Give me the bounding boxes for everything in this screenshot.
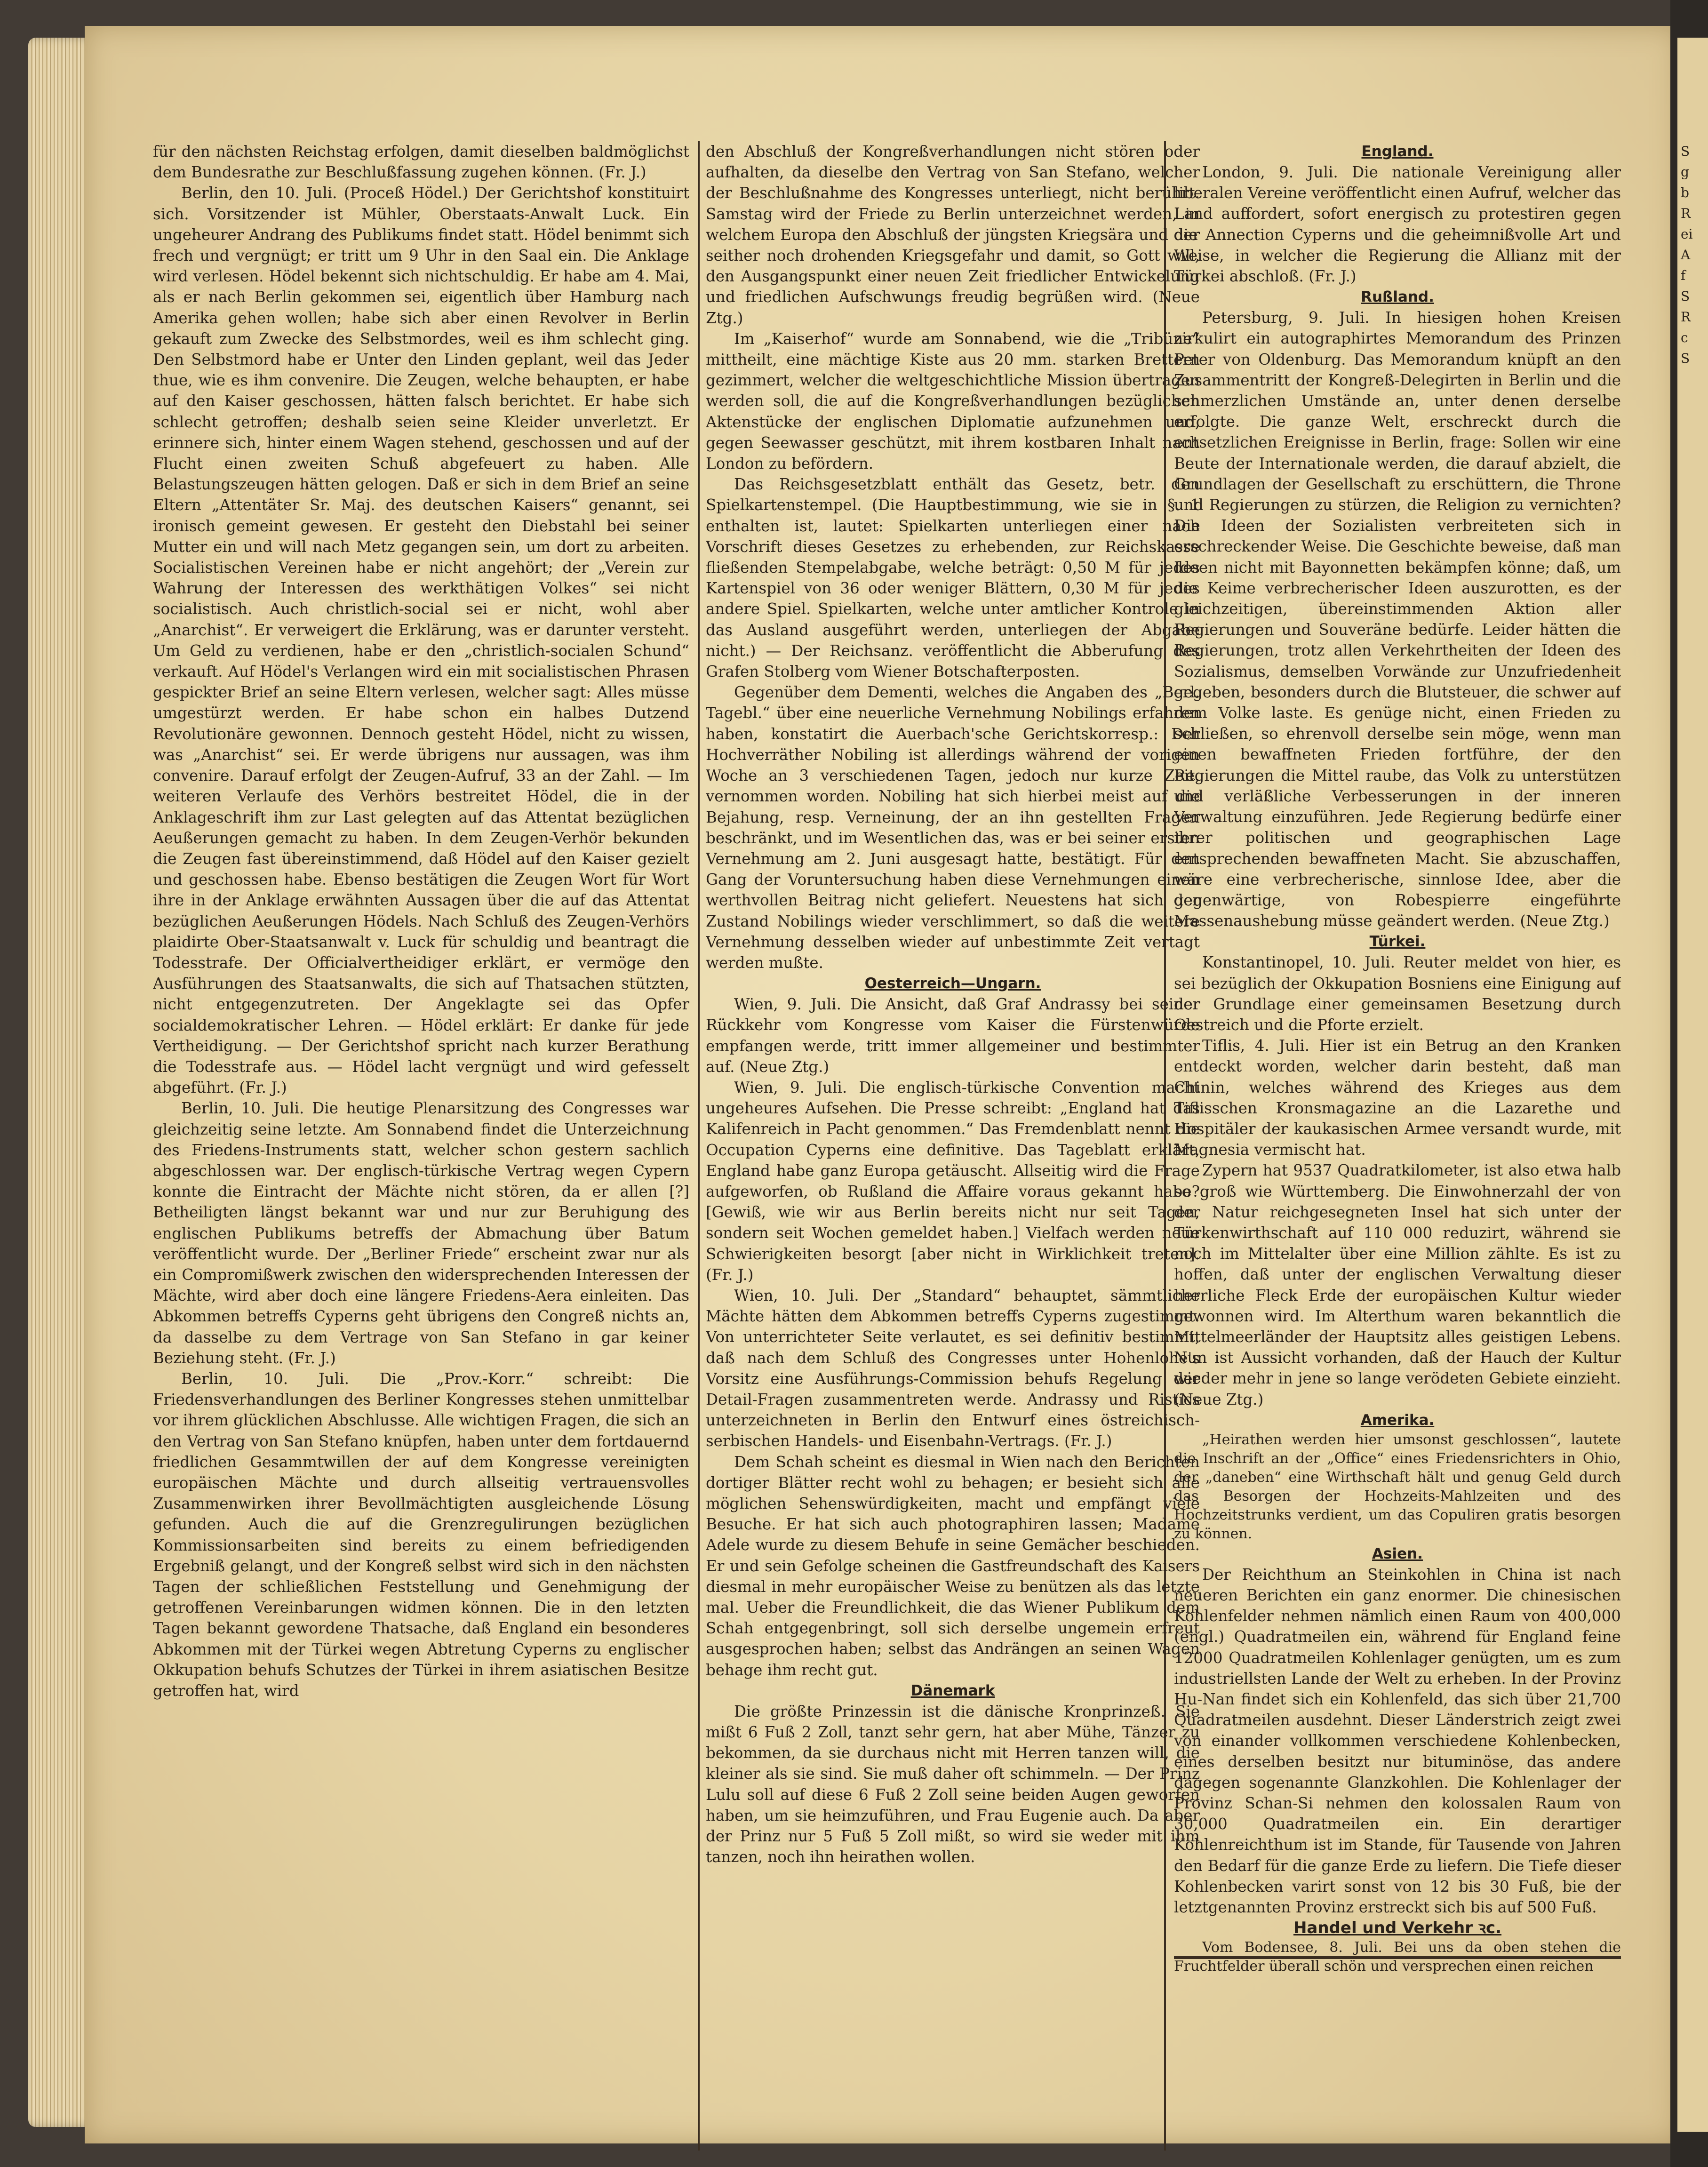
article-paragraph: Vom Bodensee, 8. Juli. Bei uns da oben stehen die Fruchtfelder überall schön und versprechen einen reichen: [1174, 1939, 1621, 1975]
adjacent-page-fragment: f: [1681, 268, 1686, 283]
article-paragraph: London, 9. Juli. Die nationale Vereinigung aller liberalen Vereine veröffentlicht einen Aufruf, welcher das Land auffordert, sofort energisch zu protestiren gegen die Annection Cyperns und die geheimnißvolle Art und Weise, in welcher die Regierung die Allianz mit der Türkei abschloß. (Fr. J.): [1174, 163, 1621, 286]
column-rule-1: [698, 141, 700, 2151]
article-paragraph: Im „Kaiserhof“ wurde am Sonnabend, wie die „Tribüne“ mittheilt, eine mächtige Kiste aus 20 mm. starken Brettern gezimmert, welcher die weltgeschichtliche Mission übertragen werden soll, die auf die Kongreßverhandlungen bezüglichen Aktenstücke der englischen Diplomatie aufzunehmen und, gegen Seewasser geschützt, mit ihrem kostbaren Inhalt nach London zu befördern.: [706, 329, 1200, 473]
article-paragraph: Tiflis, 4. Juli. Hier ist ein Betrug an den Kranken entdeckt worden, welcher darin besteht, daß man Chinin, welches während des Krieges aus dem Tiflisschen Kronsmagazine an die Lazarethe und Hospitäler der kaukasischen Armee versandt wurde, mit Magnesia vermischt hat.: [1174, 1037, 1621, 1159]
adjacent-page-fragment: c: [1681, 330, 1688, 345]
article-paragraph: Wien, 9. Juli. Die englisch-türkische Convention macht ungeheures Aufsehen. Die Presse schreibt: „England hat das Kalifenreich in Pacht genommen.“ Das Fremdenblatt nennt die Occupation Cyperns eine definitive. Das Tageblatt erklärt, England habe ganz Europa getäuscht. Allseitig wird die Frage aufgeworfen, ob Rußland die Affaire voraus gekannt habe? [Gewiß, wie wir aus Berlin bereits nicht nur seit Tagen, sondern seit Wochen gemeldet haben.] Vielfach werden neue Schwierigkeiten besorgt [aber nicht in Wirklichkeit treten]. (Fr. J.): [706, 1078, 1200, 1284]
section-heading: Rußland.: [1361, 288, 1434, 306]
adjacent-page-text: [1679, 141, 1707, 565]
section-heading: Handel und Verkehr ꝛc.: [1293, 1919, 1502, 1938]
adjacent-page-fragment: R: [1681, 206, 1691, 221]
article-paragraph: Wien, 9. Juli. Die Ansicht, daß Graf Andrassy bei seiner Rückkehr vom Kongresse vom Kaiser die Fürstenwürde empfangen werde, tritt immer allgemeiner und bestimmter auf. (Neue Ztg.): [706, 995, 1200, 1076]
adjacent-page-fragment: R: [1681, 309, 1691, 325]
article-paragraph: für den nächsten Reichstag erfolgen, damit dieselben baldmöglichst dem Bundesrathe zur Beschlußfassung zugehen können. (Fr. J.): [153, 143, 689, 182]
section-heading: Asien.: [1372, 1545, 1423, 1562]
article-paragraph: Zypern hat 9537 Quadratkilometer, ist also etwa halb so groß wie Württemberg. Die Einwohnerzahl der von der Natur reichgesegneten Insel hat sich unter der Türkenwirthschaft auf 110 000 reduzirt, während sie noch im Mittelalter über eine Million zählte. Es ist zu hoffen, daß unter der englischen Verwaltung dieser herrliche Fleck Erde der europäischen Kultur wieder gewonnen wird. Im Alterthum waren bekanntlich die Mittelmeerländer der Hauptsitz alles geistigen Lebens. Nun ist Aussicht vorhanden, daß der Hauch der Kultur wieder mehr in jene so lange verödeten Gebiete einzieht. (Neue Ztg.): [1174, 1161, 1621, 1408]
adjacent-page-fragment: A: [1681, 247, 1691, 263]
article-paragraph: Das Reichsgesetzblatt enthält das Gesetz, betr. den Spielkartenstempel. (Die Hauptbestimmung, wie sie in §. 1 enthalten ist, lautet: Spielkarten unterliegen einer nach Vorschrift dieses Gesetzes zu erhebenden, zur Reichskasse fließenden Stempelabgabe, welche beträgt: 0,50 M für jedes Kartenspiel von 36 oder weniger Blättern, 0,30 M für jedes andere Spiel. Spielkarten, welche unter amtlicher Kontrole in das Ausland ausgeführt werden, unterliegen der Abgabe nicht.) — Der Reichsanz. veröffentlicht die Abberufung des Grafen Stolberg vom Wiener Botschafterposten.: [706, 475, 1200, 681]
article-paragraph: Der Reichthum an Steinkohlen in China ist nach neueren Berichten ein ganz enormer. Die chinesischen Kohlenfelder nehmen nämlich einen Raum von 400,000 (engl.) Quadratmeilen ein, während für England feine 12000 Quadratmeilen Kohlenlager genügten, um es zum industriellsten Lande der Welt zu erheben. In der Provinz Hu-Nan findet sich ein Kohlenfeld, das sich über 21,700 Quadratmeilen ausdehnt. Dieser Länderstrich zeigt zwei von einander vollkommen verschiedene Kohlenbecken, eines derselben besitzt nur bituminöse, das andere dagegen sogenannte Glanzkohlen. Die Kohlenlager der Provinz Schan-Si nehmen den kolossalen Raum von 30,000 Quadratmeilen ein. Ein derartiger Kohlenreichthum ist im Stande, für Tausende von Jahren den Bedarf für die ganze Erde zu liefern. Die Tiefe dieser Kohlenbecken varirt sonst von 12 bis 30 Fuß, bie der letztgenannten Provinz erstreckt sich bis auf 500 Fuß.: [1174, 1565, 1621, 1917]
section-heading: England.: [1361, 143, 1434, 160]
column-3: [1174, 141, 1621, 2165]
column-2: [706, 141, 1200, 2165]
article-paragraph: Konstantinopel, 10. Juli. Reuter meldet von hier, es sei bezüglich der Okkupation Bosniens eine Einigung auf der Grundlage einer gemeinsamen Besetzung durch Oestreich und die Pforte erzielt.: [1174, 953, 1621, 1034]
article-paragraph: Gegenüber dem Dementi, welches die Angaben des „Berl. Tagebl.“ über eine neuerliche Vernehmung Nobilings erfahren haben, konstatirt die Auerbach'sche Gerichtskorresp.: Der Hochverräther Nobiling ist allerdings während der vorigen Woche an 3 verschiedenen Tagen, jedoch nur kurze Zeit, vernommen worden. Nobiling hat sich hierbei meist auf die Bejahung, resp. Verneinung, der an ihn gestellten Fragen beschränkt, und im Wesentlichen das, was er bei seiner ersten Vernehmung am 2. Juni ausgesagt hatte, bestätigt. Für den Gang der Voruntersuchung haben diese Vernehmungen einen werthvollen Beitrag nicht geliefert. Neuestens hat sich der Zustand Nobilings wieder verschlimmert, so daß die weitere Vernehmung desselben wieder auf unbestimmte Zeit vertagt werden mußte.: [706, 683, 1200, 972]
adjacent-page-fragment: ei: [1681, 226, 1693, 242]
adjacent-page-fragment: b: [1681, 185, 1689, 200]
article-paragraph: Die größte Prinzessin ist die dänische Kronprinzeß. Sie mißt 6 Fuß 2 Zoll, tanzt sehr gern, hat aber Mühe, Tänzer zu bekommen, da sie durchaus nicht mit Herren tanzen will, die kleiner als sie sind. Sie muß daher oft schimmeln. — Der Prinz Lulu soll auf diese 6 Fuß 2 Zoll seine beiden Augen geworfen haben, um sie heimzuführen, und Frau Eugenie auch. Da aber der Prinz nur 5 Fuß 5 Zoll mißt, so wird sie weder mit ihm tanzen, noch ihn heirathen wollen.: [706, 1702, 1200, 1866]
article-paragraph: Wien, 10. Juli. Der „Standard“ behauptet, sämmtliche Mächte hätten dem Abkommen betreffs Cyperns zugestimmt. Von unterrichteter Seite verlautet, es sei definitiv bestimmt, daß nach dem Schluß des Congresses unter Hohenlohe's Vorsitz eine Ausführungs-Commission behufs Regelung der Detail-Fragen zusammentreten werde. Andrassy und Ristics unterzeichneten in Berlin den Entwurf eines östreichisch-serbischen Handels- und Eisenbahn-Vertrags. (Fr. J.): [706, 1286, 1200, 1450]
article-paragraph: Berlin, 10. Juli. Die „Prov.-Korr.“ schreibt: Die Friedensverhandlungen des Berliner Kongresses stehen unmittelbar vor ihrem glücklichen Abschlusse. Alle wichtigen Fragen, die sich an den Vertrag von San Stefano knüpfen, haben unter dem fortdauernd friedlichen Gesammtwillen der auf dem Kongresse vereinigten europäischen Mächte und durch allseitig vertrauensvolles Zusammenwirken ihrer Bevollmächtigten ausgleichende Lösung gefunden. Auch die auf die Grenzregulirungen bezüglichen Kommissionsarbeiten sind bereits zu einem befriedigenden Ergebniß gelangt, und der Kongreß selbst wird sich in den nächsten Tagen der schließlichen Feststellung und Genehmigung der getroffenen Vereinbarungen widmen können. Die in den letzten Tagen bekannt gewordene Thatsache, daß England ein besonderes Abkommen mit der Türkei wegen Abtretung Cyperns zu englischer Okkupation behufs Schutzes der Türkei in ihrem asiatischen Besitze getroffen hat, wird: [153, 1369, 689, 1700]
section-heading: Türkei.: [1369, 933, 1426, 951]
adjacent-page-fragment: g: [1681, 164, 1689, 180]
article-paragraph: den Abschluß der Kongreßverhandlungen nicht stören oder aufhalten, da dieselbe den Vertrag von San Stefano, welcher der Beschlußnahme des Kongresses unterliegt, nicht berührt. Samstag wird der Friede zu Berlin unterzeichnet werden, in welchem Europa den Abschluß der jüngsten Kriegsära und der seither noch drohenden Kriegsgefahr und damit, so Gott will, den Ausgangspunkt einer neuen Zeit friedlicher Entwickelung und friedlichen Aufschwungs freudig begrüßen wird. (Neue Ztg.): [706, 143, 1200, 327]
article-paragraph: „Heirathen werden hier umsonst geschlossen“, lautete die Inschrift an der „Office“ eines Friedensrichters in Ohio, der „daneben“ eine Wirthschaft hält und genug Geld durch das Besorgen der Hochzeits-Mahlzeiten und des Hochzeitstrunks verdient, um das Copuliren gratis besorgen zu können.: [1174, 1431, 1621, 1542]
section-heading: Amerika.: [1360, 1411, 1435, 1429]
article-paragraph: Dem Schah scheint es diesmal in Wien nach den Berichten dortiger Blätter recht wohl zu behagen; er besieht sich alle möglichen Sehenswürdigkeiten, macht und empfängt viele Besuche. Er hat sich auch photographiren lassen; Madame Adele wurde zu diesem Behufe in seine Gemächer beschieden. Er und sein Gefolge scheinen die Gastfreundschaft des Kaisers diesmal in mehr europäischer Weise zu benützen als das letzte mal. Ueber die Freundlichkeit, die das Wiener Publikum dem Schah entgegenbringt, soll sich derselbe ungemein erfreut ausgesprochen haben; selbst das Andrängen an seinen Wagen behage ihm recht gut.: [706, 1453, 1200, 1679]
article-paragraph: Berlin, 10. Juli. Die heutige Plenarsitzung des Congresses war gleichzeitig seine letzte. Am Sonnabend findet die Unterzeichnung des Friedens-Instruments statt, welcher schon gestern sachlich abgeschlossen war. Der englisch-türkische Vertrag wegen Cypern konnte die Eintracht der Mächte nicht stören, da er allen [?] Betheiligten längst bekannt war und nur zur Beruhigung des englischen Publikums betreffs der Abmachung über Batum veröffentlicht wurde. Der „Berliner Friede“ erscheint zwar nur als ein Compromißwerk zwischen den widersprechenden Interessen der Mächte, wird aber doch eine längere Friedens-Aera einleiten. Das Abkommen betreffs Cyperns geht übrigens den Congreß nichts an, da dasselbe zu dem Vertrage von San Stefano in gar keiner Beziehung steht. (Fr. J.): [153, 1099, 689, 1367]
section-heading: Oesterreich—Ungarn.: [864, 975, 1041, 992]
adjacent-page-fragment: S: [1681, 288, 1690, 304]
section-heading: Dänemark: [910, 1682, 995, 1699]
article-paragraph: Petersburg, 9. Juli. In hiesigen hohen Kreisen zirkulirt ein autographirtes Memorandum des Prinzen Peter von Oldenburg. Das Memorandum knüpft an den Zusammentritt der Kongreß-Delegirten in Berlin und die schmerzlichen Umstände an, unter denen derselbe erfolgte. Die ganze Welt, erschreckt durch die entsetzlichen Ereignisse in Berlin, frage: Sollen wir eine Beute der Internationale werden, die darauf abzielt, die Grundlagen der Gesellschaft zu erschüttern, die Throne und Regierungen zu stürzen, die Religion zu vernichten? Die Ideen der Sozialisten verbreiteten sich in erschreckender Weise. Die Geschichte beweise, daß man Ideen nicht mit Bayonnetten bekämpfen könne; daß, um die Keime verbrecherischer Ideen auszurotten, es der gleichzeitigen, übereinstimmenden Aktion aller Regierungen und Souveräne bedürfe. Leider hätten die Regierungen, trotz allen Verkehrtheiten der Ideen des Sozialismus, demselben Vorwände zur Unzufriedenheit gegeben, besonders durch die Blutsteuer, die schwer auf dem Volke laste. Es genüge nicht, einen Frieden zu schließen, so ehrenvoll derselbe sein möge, wenn man einen bewaffneten Frieden fortführe, der den Regierungen die Mittel raube, das Volk zu unterstützen und verläßliche Verbesserungen in der inneren Verwaltung einzuführen. Jede Regierung bedürfe einer ihrer politischen und geographischen Lage entsprechenden bewaffneten Macht. Sie abzuschaffen, wäre eine verbrecherische, sinnlose Idee, aber die gegenwärtige, von Robespierre eingeführte Massenaushebung müsse geändert werden. (Neue Ztg.): [1174, 309, 1621, 930]
adjacent-page-fragment: S: [1681, 351, 1690, 366]
column-1: [153, 141, 689, 2165]
article-paragraph: Berlin, den 10. Juli. (Proceß Hödel.) Der Gerichtshof konstituirt sich. Vorsitzender ist Mühler, Oberstaats-Anwalt Luck. Ein ungeheurer Andrang des Publikums findet statt. Hödel benimmt sich frech und vergnügt; er tritt um 9 Uhr in den Saal ein. Die Anklage wird verlesen. Hödel bekennt sich nichtschuldig. Er habe am 4. Mai, als er nach Berlin gekommen sei, eigentlich über Hamburg nach Amerika gehen wollen; habe sich aber einen Revolver in Berlin gekauft zum Zwecke des Selbstmordes, weil es ihm schlecht ging. Den Selbstmord habe er Unter den Linden geplant, weil das Jeder thue, wie es ihm convenire. Die Zeugen, welche behaupten, er habe auf den Kaiser geschossen, hätten falsch berichtet. Er habe sich schlecht getroffen; deshalb seien seine Kleider unverletzt. Er erinnere sich, hinter einem Wagen stehend, geschossen und auf der Flucht einen zweiten Schuß abgefeuert zu haben. Alle Belastungszeugen hätten gelogen. Daß er sich in dem Brief an seine Eltern „Attentäter Sr. Maj. des deutschen Kaisers“ genannt, sei ironisch gemeint gewesen. Er gesteht den Diebstahl bei seiner Mutter ein und will nach Metz gegangen sein, um dort zu arbeiten. Socialistischen Vereinen habe er nicht angehört; der „Verein zur Wahrung der Interessen des werkthätigen Volkes“ sei nicht socialistisch. Auch christlich-social sei er nicht, wohl aber „Anarchist“. Er verweigert die Erklärung, was er darunter versteht. Um Geld zu verdienen, habe er den „christlich-socialen Schund“ verkauft. Auf Hödel's Verlangen wird ein mit socialistischen Phrasen gespickter Brief an seine Eltern verlesen, welcher sagt: Alles müsse umgestürzt werden. Er habe schon ein halbes Dutzend Revolutionäre gewonnen. Dennoch gesteht Hödel, nicht zu wissen, was „Anarchist“ sei. Er werde übrigens nur aussagen, was ihm convenire. Darauf erfolgt der Zeugen-Aufruf, 33 an der Zahl. — Im weiteren Verlaufe des Verhörs bestreitet Hödel, die in der Anklageschrift ihm zur Last gelegten auf das Attentat bezüglichen Aeußerungen gemacht zu haben. In dem Zeugen-Verhör bekunden die Zeugen fast übereinstimmend, daß Hödel auf den Kaiser gezielt und geschossen habe. Ebenso bestätigen die Zeugen Wort für Wort ihre in der Anklage erwähnten Aussagen über die auf das Attentat bezüglichen Aeußerungen Hödels. Nach Schluß des Zeugen-Verhörs plaidirte Ober-Staatsanwalt v. Luck für schuldig und beantragt die Todesstrafe. Der Officialvertheidiger erklärt, er vermöge den Ausführungen des Staatsanwalts, die sich auf Thatsachen stützten, nicht entgegenzutreten. Der Angeklagte sei das Opfer socialdemokratischer Lehren. — Hödel erklärt: Er danke für jede Vertheidigung. — Der Gerichtshof spricht nach kurzer Berathung die Todesstrafe aus. — Hödel lacht vergnügt und wird gefesselt abgeführt. (Fr. J.): [153, 184, 689, 1097]
adjacent-page-fragment: S: [1681, 144, 1690, 159]
